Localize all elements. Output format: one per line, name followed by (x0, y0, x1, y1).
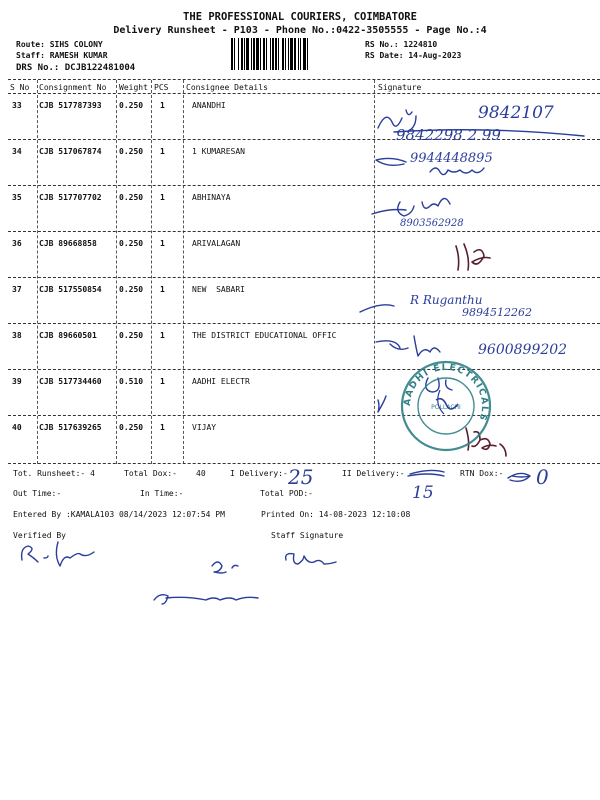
hand-phone: 9842298 2 99 (396, 126, 501, 144)
hand-phone: 9842107 (478, 103, 554, 123)
hand-rtn-dox: 0 (536, 465, 549, 489)
hand-phone: 9600899202 (478, 342, 568, 358)
row-consignment: CJB 517550854 (39, 285, 102, 294)
hand-ii-delivery: 15 (412, 483, 434, 503)
row-consignee: 1 KUMARESAN (192, 147, 245, 156)
row-consignee: ANANDHI (192, 101, 226, 110)
col-header-pcs: PCS (154, 83, 169, 92)
row-weight: 0.250 (119, 239, 144, 248)
row-consignee: NEW SABARI (192, 285, 245, 294)
row-weight: 0.510 (119, 377, 144, 386)
row-pcs: 1 (160, 193, 165, 202)
row-pcs: 1 (160, 377, 165, 386)
row-consignee: ABHINAYA (192, 193, 231, 202)
runsheet-subtitle: Delivery Runsheet - P103 - Phone No.:0422-3505555 - Page No.:4 (113, 25, 487, 36)
verified-by: Verified By (13, 531, 66, 540)
hand-phone: 9944448895 (410, 151, 493, 166)
row-sno: 33 (12, 101, 22, 110)
row-consignment: CJB 517787393 (39, 101, 102, 110)
total-dox-value: 40 (196, 469, 206, 478)
tot-runsheet: Tot. Runsheet:- 4 (13, 469, 95, 478)
staff-label: Staff: RAMESH KUMAR (16, 51, 108, 60)
hand-name: R Ruganthu (410, 293, 483, 307)
row-consignee: THE DISTRICT EDUCATIONAL OFFIC (192, 331, 337, 340)
row-weight: 0.250 (119, 193, 144, 202)
rs-date: RS Date: 14-Aug-2023 (365, 51, 462, 60)
row-consignment: CJB 517067874 (39, 147, 102, 156)
row-pcs: 1 (160, 331, 165, 340)
row-sno: 38 (12, 331, 22, 340)
row-weight: 0.250 (119, 147, 144, 156)
col-header-signature: Signature (378, 83, 422, 92)
row-weight: 0.250 (119, 285, 144, 294)
row-pcs: 1 (160, 239, 165, 248)
col-header-consignment: Consignment No (39, 83, 107, 92)
row-sno: 36 (12, 239, 22, 248)
row-weight: 0.250 (119, 101, 144, 110)
row-sno: 37 (12, 285, 22, 294)
hand-phone: 9894512262 (462, 306, 532, 319)
row-sno: 39 (12, 377, 22, 386)
drs-label: DRS No.: DCJB122481004 (16, 63, 136, 73)
rs-no: RS No.: 1224810 (365, 40, 438, 49)
row-pcs: 1 (160, 101, 165, 110)
col-header-weight: Weight (119, 83, 148, 92)
in-time: In Time:- (140, 489, 184, 498)
stamp-ring-text: AADHI ELECTRICALS (402, 362, 490, 423)
row-consignment: CJB 517639265 (39, 423, 102, 432)
total-pod: Total POD:- (260, 489, 313, 498)
entered-by: Entered By :KAMALA103 08/14/2023 12:07:54 PM (13, 510, 225, 519)
company-stamp (396, 356, 496, 456)
row-sno: 40 (12, 423, 22, 432)
row-consignee: VIJAY (192, 423, 217, 432)
printed-on: Printed On: 14-08-2023 12:10:08 (261, 510, 411, 519)
hand-phone: 8903562928 (400, 218, 464, 229)
col-header-sno: S No (10, 83, 30, 92)
col-header-consignee: Consignee Details (186, 83, 268, 92)
row-consignment: CJB 517707702 (39, 193, 102, 202)
row-weight: 0.250 (119, 423, 144, 432)
i-delivery-label: I Delivery:- (230, 469, 288, 478)
staff-signature-label: Staff Signature (271, 531, 344, 540)
ii-delivery-label: II Delivery:- (342, 469, 405, 478)
row-consignee: AADHI ELECTR (192, 377, 250, 386)
row-consignment: CJB 517734460 (39, 377, 102, 386)
route-label: Route: SIHS COLONY (16, 40, 103, 49)
row-consignment: CJB 89668858 (39, 239, 97, 248)
rtn-dox-label: RTN Dox:- (460, 469, 504, 478)
row-consignment: CJB 89660501 (39, 331, 97, 340)
row-weight: 0.250 (119, 331, 144, 340)
hand-i-delivery: 25 (288, 465, 314, 489)
row-pcs: 1 (160, 147, 165, 156)
stamp-center-text: POLLACHI (431, 404, 461, 411)
svg-text:AADHI ELECTRICALS (403, 363, 489, 423)
company-title: THE PROFESSIONAL COURIERS, COIMBATORE (183, 11, 417, 23)
row-pcs: 1 (160, 285, 165, 294)
row-sno: 35 (12, 193, 22, 202)
total-dox-label: Total Dox:- (124, 469, 177, 478)
row-consignee: ARIVALAGAN (192, 239, 241, 248)
row-sno: 34 (12, 147, 22, 156)
out-time: Out Time:- (13, 489, 62, 498)
row-pcs: 1 (160, 423, 165, 432)
